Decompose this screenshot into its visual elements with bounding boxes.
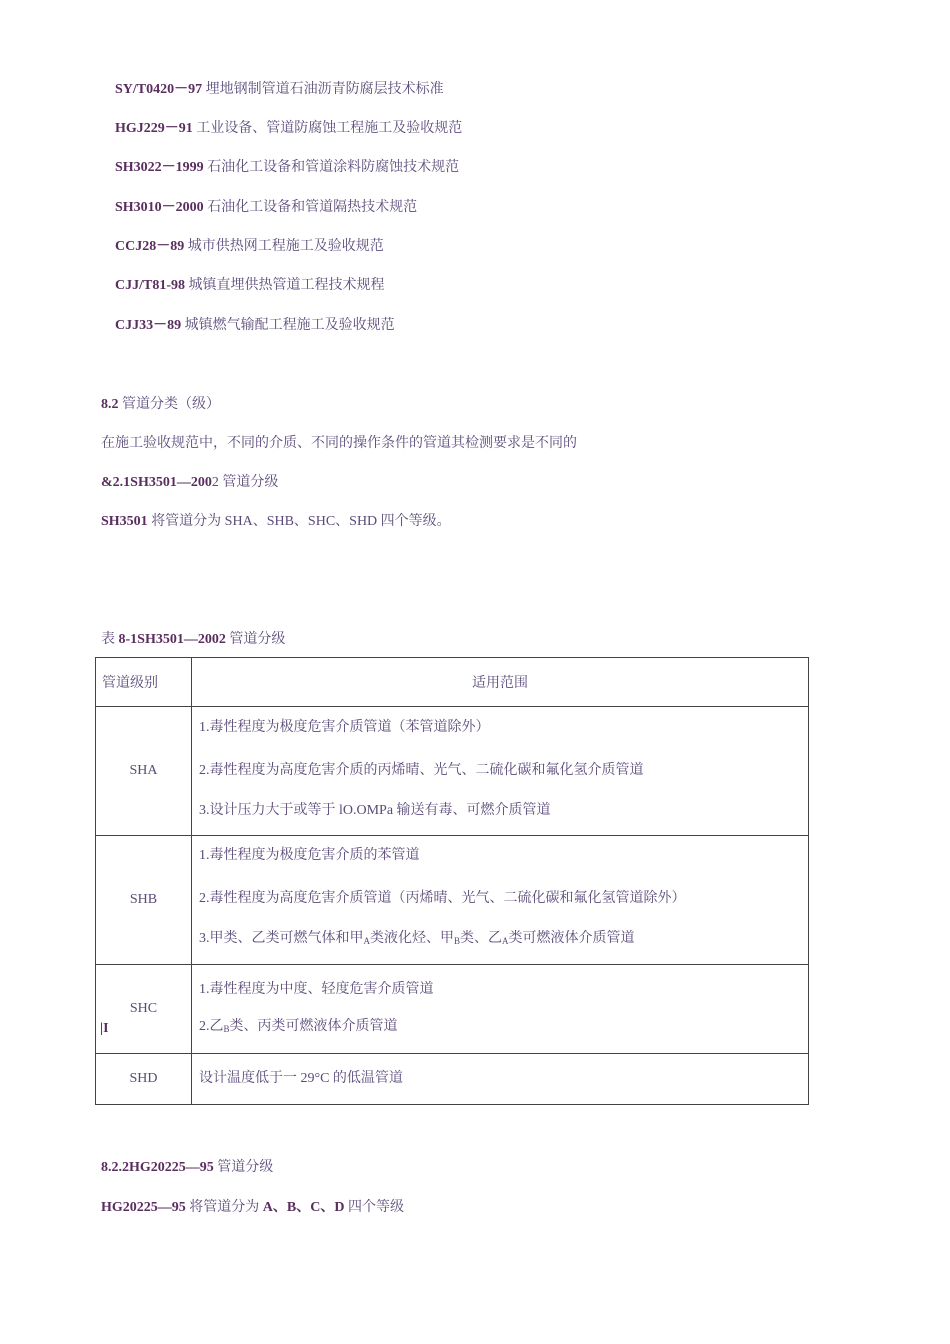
header-scope: 适用范围 — [192, 658, 809, 707]
table-row — [96, 1054, 809, 1105]
standard-item — [115, 276, 385, 296]
grading-table — [95, 657, 809, 1105]
subsection-number: &2.1SH3501—200 — [101, 475, 212, 490]
subsection-number: 8.2.2HG20225—95 — [101, 1160, 214, 1175]
table-header-row — [96, 658, 809, 707]
paragraph-code: SH3501 — [101, 514, 148, 529]
section-number: 8.2 — [101, 397, 119, 412]
standard-title: 石油化工设备和管道涂料防腐蚀技术规范 — [207, 160, 460, 175]
table-row — [96, 707, 809, 836]
subsection-title: 管道分级 — [217, 1160, 274, 1175]
scope-item — [199, 929, 808, 951]
level-cell: SHA — [96, 707, 192, 836]
standard-code: SY/T0420－97 — [115, 82, 203, 97]
margin-mark: |I — [100, 1021, 109, 1036]
paragraph-code: HG20225—95 — [101, 1200, 186, 1215]
subscript: B — [454, 935, 461, 946]
standard-code: SH3022－1999 — [115, 160, 204, 175]
subsection-heading — [101, 473, 278, 493]
scope-text: 类、乙 — [460, 930, 503, 946]
level-cell — [96, 965, 192, 1054]
subscript: A — [363, 935, 370, 946]
standard-code: CJJ/T81-98 — [115, 278, 185, 293]
table-row — [96, 965, 809, 1054]
standard-code: SH3010－2000 — [115, 200, 204, 215]
standard-item — [115, 158, 459, 178]
scope-cell — [192, 836, 809, 965]
subsection-paragraph — [101, 512, 451, 532]
scope-text: 类、丙类可燃液体介质管道 — [229, 1018, 398, 1034]
standard-item — [115, 237, 384, 257]
header-level: 管道级别 — [96, 658, 192, 707]
caption-code: 8-1SH3501—2002 — [118, 632, 226, 647]
standard-code: CJJ33－89 — [115, 318, 182, 333]
standard-item — [115, 80, 444, 100]
standard-item — [115, 316, 395, 336]
subsection-paragraph — [101, 1198, 404, 1218]
paragraph-text: 四个等级 — [347, 1200, 404, 1215]
scope-cell — [192, 965, 809, 1054]
standard-title: 工业设备、管道防腐蚀工程施工及验收规范 — [196, 121, 463, 136]
scope-item: 1.毒性程度为极度危害介质的苯管道 — [199, 847, 420, 863]
scope-item: 3.设计压力大于或等于 lO.OMPa 输送有毒、可燃介质管道 — [199, 802, 551, 818]
table-caption — [101, 630, 285, 650]
caption-title: 管道分级 — [229, 632, 286, 647]
grade-list: A、B、C、D — [262, 1200, 345, 1215]
section-title: 管道分类（级） — [122, 397, 220, 412]
subsection-title: 2 管道分级 — [211, 475, 279, 490]
scope-item: 2.毒性程度为高度危害介质管道（丙烯晴、光气、二硫化碳和氟化氢管道除外） — [199, 890, 686, 906]
scope-item: 1.毒性程度为极度危害介质管道（苯管道除外） — [199, 719, 490, 735]
standard-code: HGJ229－91 — [115, 121, 193, 136]
paragraph-text: 将管道分为 SHA、SHB、SHC、SHD 四个等级。 — [151, 514, 451, 529]
paragraph-text: 将管道分为 — [189, 1200, 260, 1215]
section-heading — [101, 395, 220, 415]
standard-title: 埋地钢制管道石油沥青防腐层技术标准 — [205, 82, 444, 97]
scope-item: 2.毒性程度为高度危害介质的丙烯晴、光气、二硫化碳和氟化氢介质管道 — [199, 762, 644, 778]
caption-prefix: 表 — [101, 632, 119, 647]
standard-title: 城镇燃气输配工程施工及验收规范 — [184, 318, 395, 333]
subscript: A — [502, 935, 509, 946]
scope-item: 设计温度低于一 29°C 的低温管道 — [199, 1071, 403, 1086]
standard-title: 城市供热网工程施工及验收规范 — [187, 239, 384, 254]
standard-code: CCJ28－89 — [115, 239, 185, 254]
scope-item: 1.毒性程度为中度、轻度危害介质管道 — [199, 981, 434, 997]
subsection-heading — [101, 1158, 273, 1178]
scope-cell — [192, 707, 809, 836]
scope-text: 3.甲类、乙类可燃气体和甲 — [199, 930, 364, 946]
scope-item — [199, 1017, 808, 1039]
standard-item — [115, 198, 417, 218]
scope-text: 2.乙 — [199, 1018, 224, 1034]
level-cell: SHD — [96, 1054, 192, 1105]
subscript: B — [223, 1023, 230, 1034]
scope-text: 类液化烃、甲 — [370, 930, 454, 946]
intro-paragraph: 在施工验收规范中，不同的介质、不同的操作条件的管道其检测要求是不同的 — [101, 436, 577, 451]
level-label: SHC — [129, 1001, 158, 1016]
table-row — [96, 836, 809, 965]
scope-text: 类可燃液体介质管道 — [508, 930, 635, 946]
standard-item — [115, 119, 462, 139]
standard-title: 石油化工设备和管道隔热技术规范 — [207, 200, 418, 215]
level-cell: SHB — [96, 836, 192, 965]
standard-title: 城镇直埋供热管道工程技术规程 — [188, 278, 385, 293]
scope-cell — [192, 1054, 809, 1105]
